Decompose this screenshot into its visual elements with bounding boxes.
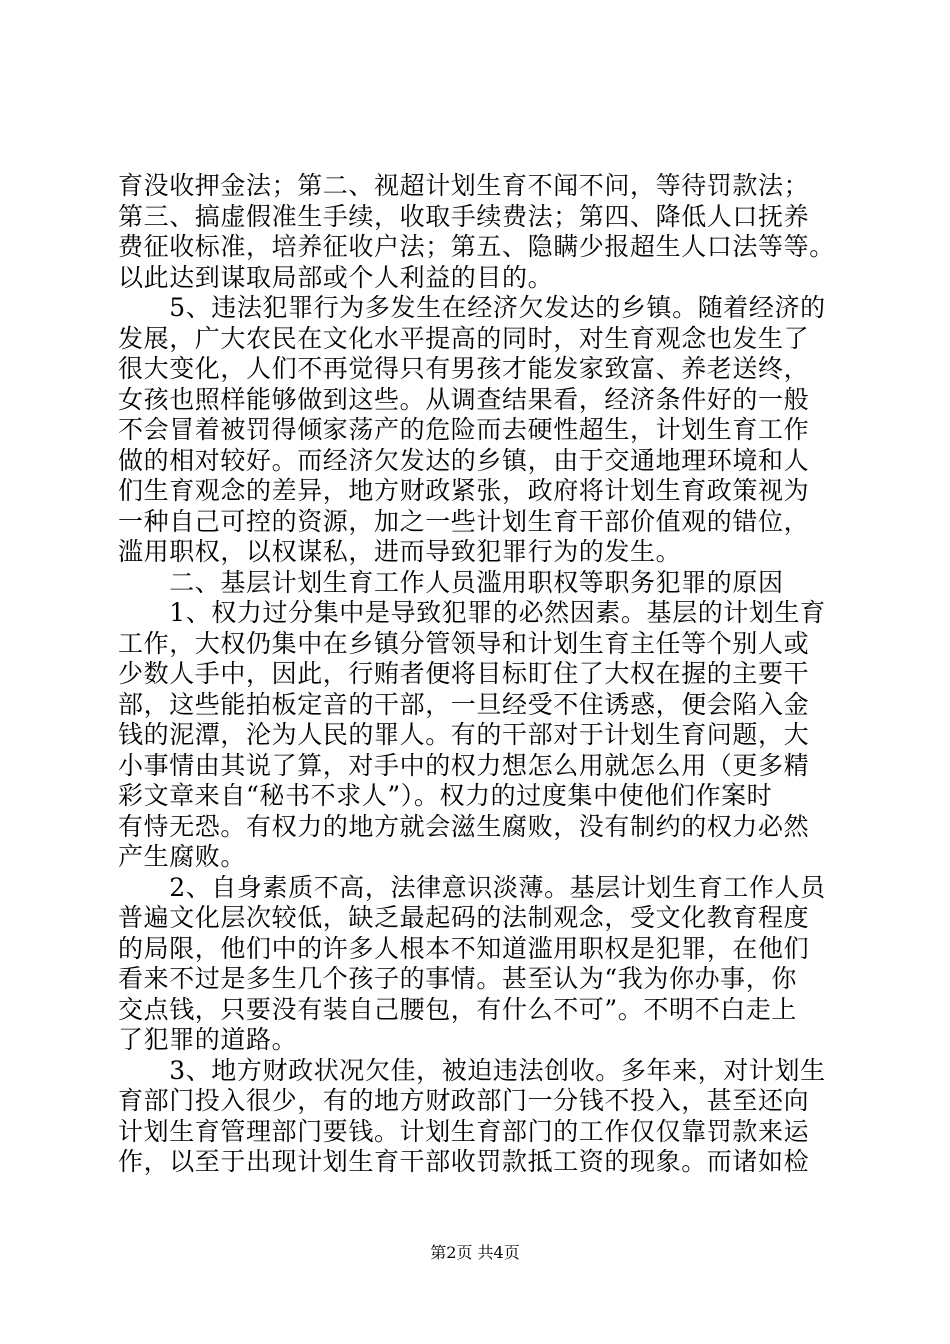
text-line: 育没收押金法；第二、视超计划生育不闻不问，等待罚款法； [118, 171, 810, 200]
text-line: 费征收标准，培养征收户法；第五、隐瞒少报超生人口法等等。 [118, 232, 835, 261]
text-line: 第三、搞虚假准生手续，收取手续费法；第四、降低人口抚养 [118, 201, 810, 231]
text-line: 计划生育管理部门要钱。计划生育部门的工作仅仅靠罚款来运 [118, 1116, 810, 1146]
page-number-footer: 第2页 共4页 [430, 1243, 520, 1262]
text-line: 育部门投入很少，有的地方财政部门一分钱不投入，甚至还向 [118, 1086, 810, 1115]
text-line: 滥用职权，以权谋私，进而导致犯罪行为的发生。 [118, 537, 682, 566]
text-line: 普遍文化层次较低，缺乏最起码的法制观念，受文化教育程度 [118, 903, 810, 932]
text-line: 部，这些能拍板定音的干部，一旦经受不住诱惑，便会陷入金 [118, 689, 810, 719]
text-line: 做的相对较好。而经济欠发达的乡镇，由于交通地理环境和人 [118, 445, 810, 475]
text-line: 一种自己可控的资源，加之一些计划生育干部价值观的错位， [118, 506, 810, 536]
text-line: 了犯罪的道路。 [118, 1025, 298, 1054]
text-line: 以此达到谋取局部或个人利益的目的。 [118, 262, 554, 292]
section-heading: 二、基层计划生育工作人员滥用职权等职务犯罪的原因 [118, 567, 784, 597]
text-line: 1、权力过分集中是导致犯罪的必然因素。基层的计划生育 [118, 598, 826, 627]
text-line: 的局限，他们中的许多人根本不知道滥用职权是犯罪，在他们 [118, 933, 810, 963]
text-line: 彩文章来自“秘书不求人”）。权力的过度集中使他们作案时 [118, 781, 773, 810]
text-line: 少数人手中，因此，行贿者便将目标盯住了大权在握的主要干 [118, 659, 810, 688]
text-line: 作，以至于出现计划生育干部收罚款抵工资的现象。而诸如检 [118, 1147, 810, 1176]
text-line: 2、自身素质不高，法律意识淡薄。基层计划生育工作人员 [118, 872, 826, 902]
text-line: 产生腐败。 [118, 842, 247, 871]
text-line: 3、地方财政状况欠佳，被迫违法创收。多年来，对计划生 [118, 1055, 826, 1085]
document-body [118, 171, 858, 1178]
text-line: 不会冒着被罚得倾家荡产的危险而去硬性超生，计划生育工作 [118, 415, 810, 444]
text-line: 女孩也照样能够做到这些。从调查结果看，经济条件好的一般 [118, 384, 810, 414]
text-line: 很大变化，人们不再觉得只有男孩才能发家致富、养老送终， [118, 354, 810, 383]
text-line: 5、违法犯罪行为多发生在经济欠发达的乡镇。随着经济的 [118, 293, 826, 322]
text-line: 看来不过是多生几个孩子的事情。甚至认为“我为你办事，你 [118, 964, 797, 993]
text-line: 钱的泥潭，沦为人民的罪人。有的干部对于计划生育问题，大 [118, 720, 810, 749]
text-line: 交点钱，只要没有装自己腰包，有什么不可”。不明不白走上 [118, 994, 797, 1024]
text-line: 有恃无恐。有权力的地方就会滋生腐败，没有制约的权力必然 [118, 811, 810, 841]
text-line: 小事情由其说了算，对手中的权力想怎么用就怎么用（更多精 [118, 750, 810, 780]
text-line: 们生育观念的差异，地方财政紧张，政府将计划生育政策视为 [118, 476, 810, 505]
text-line: 发展，广大农民在文化水平提高的同时，对生育观念也发生了 [118, 323, 810, 353]
text-line: 工作，大权仍集中在乡镇分管领导和计划生育主任等个别人或 [118, 628, 810, 658]
